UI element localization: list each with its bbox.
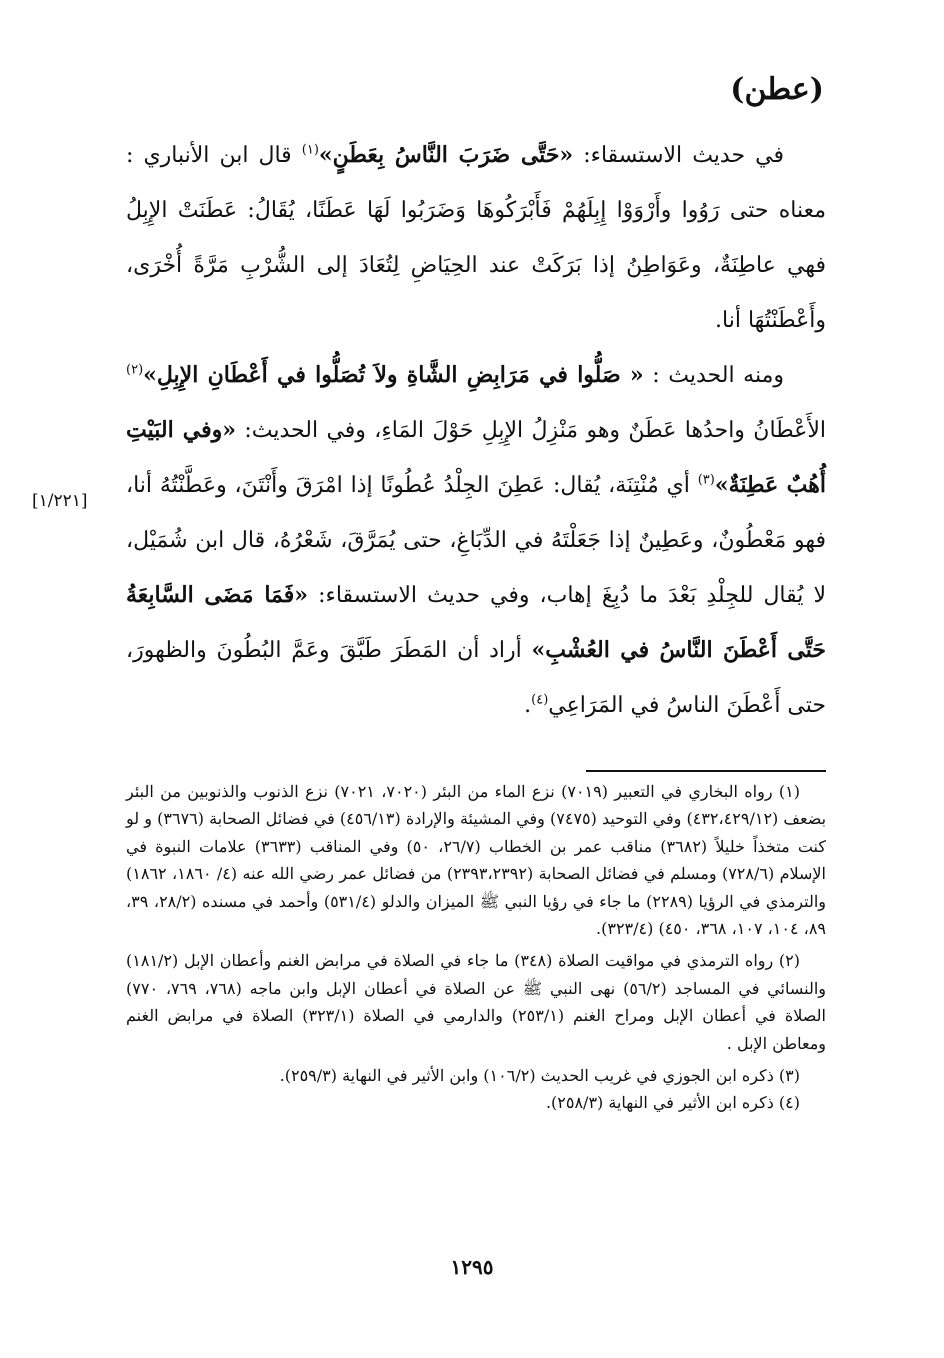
main-text <box>126 128 826 733</box>
hadith-quote-3: «وفي البَيْتِ أُهُبٌ عَطِنَةٌ» <box>126 417 826 498</box>
footnote-ref-2[interactable]: (٢) <box>126 362 144 378</box>
footnote-2: (٢) رواه الترمذي في مواقيت الصلاة (٣٤٨) ما جاء في الصلاة في مرابض الغنم وأعطان الإبل (١٨١/٢) والنسائي في المساجد (٥٦/٢) نهى النبي ﷺ عن الصلاة في أعطان الإبل وابن ماجه (٧٦٨، ٧٦٩، ٧٧٠) الصلاة في أعطان الإبل ومراح الغنم (٢٥٣/١) والدارمي في الصلاة (٣٢٣/١) الصلاة في مرابض الغنم ومعاطن الإبل . <box>126 951 826 1053</box>
footnote-ref-1[interactable]: (١) <box>301 142 319 158</box>
footnote-4: (٤) ذكره ابن الأثير في النهاية (٢٥٨/٣). <box>545 1093 800 1113</box>
paragraph-2 <box>126 348 826 733</box>
footnote-1: (١) رواه البخاري في التعبير (٧٠١٩) نزع الماء من البئر (٧٠٢٠، ٧٠٢١) نزع الذنوب والذنوبين من البئر بضعف (٤٣٢،٤٢٩/١٢) وفي التوحيد (٧٤٧٥) وفي المشيئة والإرادة (٤٥٦/١٣) في فضائل الصحابة (٣٦٧٦) و لو كنت متخذاً خليلاً (٣٦٨٢) مناقب عمر بن الخطاب (٢٦/٧، ٥٠) وفي المناقب (٣٦٣٣) علامات النبوة في الإسلام (٧٢٨/٦) ومسلم في فضائل الصحابة (٢٣٩٣،٢٣٩٢) من فضائل عمر رضي الله عنه (٤/ ١٨٦٠، ١٨٦٢) والترمذي في الرؤيا (٢٢٨٩) ما جاء في رؤيا النبي ﷺ الميزان والدلو (٥٣١/٤) وأحمد في مسنده (٢٨/٢، ٣٩، ٨٩، ١٠٤، ١٠٧، ٣٦٨، ٤٥٠) (٣٢٣/٤). <box>126 782 827 939</box>
para2-end: . <box>524 693 532 718</box>
para2-body-2: أي مُنْتِنَة، يُقال: عَطِنَ الجِلْدُ عُطُونًا إذا امْرَقَ وأَنْتَنَ، وعَطَّنْتُهُ أنا، فهو مَعْطُونٌ، وعَطِينٌ إذا جَعَلْتَهُ في الدِّبَاغِ، حتى يُمَرَّقَ، شَعْرُهُ، قال ابن شُمَيْل، لا يُقال للجِلْدِ بَعْدَ ما دُبِغَ إهاب، وفي حديث الاستسقاء: <box>126 473 826 608</box>
footnote-3: (٣) ذكره ابن الجوزي في غريب الحديث (١٠٦/٢) وابن الأثير في النهاية (٢٥٩/٣). <box>279 1066 800 1086</box>
footnote-ref-4[interactable]: (٤) <box>531 692 549 708</box>
footnote-divider <box>586 770 826 772</box>
margin-reference: [١/٢٢١] <box>32 491 88 511</box>
para1-body: قال ابن الأنباري : معناه حتى رَوُوا وأَرْوَوْا إِبِلَهُمْ فَأَبْرَكُوهَا وَضَرَبُوا لَهَا عَطَنًا، يُقَالُ: عَطَنَتْ الإِبِلُ فهي عاطِنَةٌ، وعَوَاطِنُ إذا بَرَكَتْ عند الحِيَاضِ لِتُعَادَ إلى الشُّرْبِ مَرَّةً أُخْرَى، وأَعْطَنْتُهَا أنا. <box>126 143 826 333</box>
para2-intro: ومنه الحديث : <box>643 363 784 388</box>
para2-body-3: أراد أن المَطَرَ طَبَّقَ وعَمَّ البُطُونَ والظهورَ، حتى أَعْطَنَ الناسُ في المَرَاعِي <box>126 638 826 718</box>
footnotes <box>126 778 826 1117</box>
paragraph-1 <box>126 128 826 348</box>
para2-body-1: الأَعْطَانُ واحدُها عَطَنٌ وهو مَنْزِلُ الإِبِلِ حَوْلَ المَاءِ، وفي الحديث: <box>235 418 827 443</box>
hadith-quote-1: «حَتَّى ضَرَبَ النَّاسُ بِعَطَنٍ» <box>318 142 574 168</box>
page-number: ١٢٩٥ <box>450 1255 494 1279</box>
entry-heading: (عطن) <box>730 72 824 107</box>
hadith-quote-2: « صَلُّوا في مَرَابِضِ الشَّاةِ ولاَ تُصَلُّوا في أَعْطَانِ الإِبِلِ» <box>143 362 644 388</box>
hadith-quote-4: «فَمَا مَضَى السَّابِعَةُ حَتَّى أَعْطَنَ النَّاسُ في العُشْبِ» <box>126 582 826 663</box>
footnote-ref-3[interactable]: (٣) <box>697 472 715 488</box>
para1-intro: في حديث الاستسقاء: <box>573 143 784 168</box>
